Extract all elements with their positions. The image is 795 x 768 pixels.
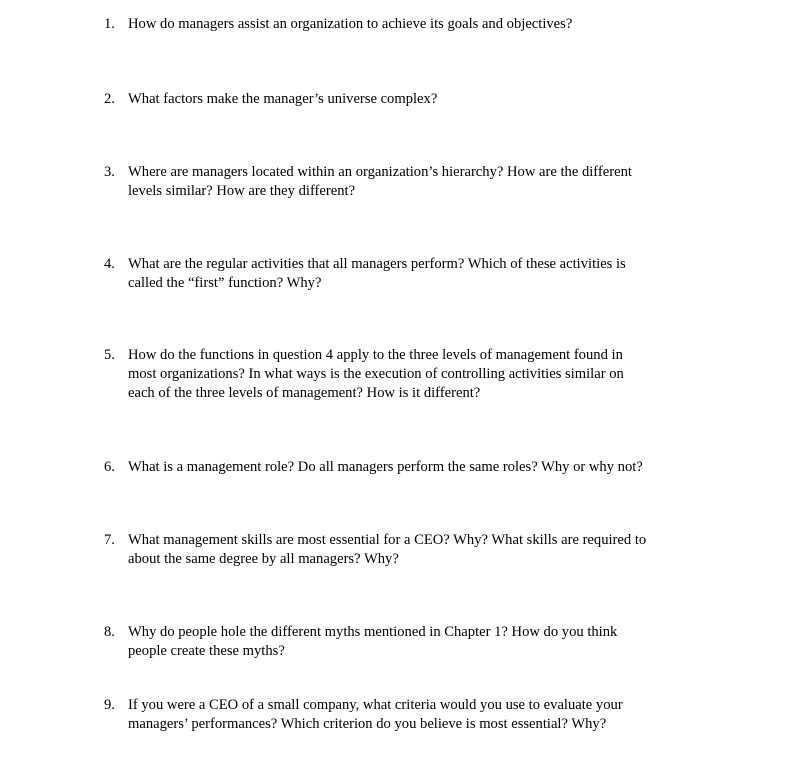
- question-line: each of the three levels of management? How is it different?: [128, 385, 481, 401]
- question-line: most organizations? In what ways is the execution of controlling activities similar on: [128, 366, 624, 382]
- question-text: [128, 458, 718, 477]
- question-text: [128, 163, 718, 201]
- question-line: Why do people hole the different myths mentioned in Chapter 1? How do you think: [128, 624, 618, 640]
- question-text: [128, 346, 718, 403]
- question-text: [128, 15, 718, 34]
- question-line: What management skills are most essential for a CEO? Why? What skills are required to: [128, 532, 647, 548]
- question-text: [128, 696, 718, 734]
- question-text: [128, 623, 718, 661]
- question-text: [128, 255, 718, 293]
- question-text: [128, 90, 718, 109]
- question-number: 7.: [104, 532, 115, 548]
- question-line: Where are managers located within an organization’s hierarchy? How are the different: [128, 164, 632, 180]
- question-line: managers’ performances? Which criterion do you believe is most essential? Why?: [128, 716, 607, 732]
- question-number: 3.: [104, 164, 115, 180]
- question-number: 1.: [104, 16, 115, 32]
- question-number: 6.: [104, 459, 115, 475]
- question-line: What are the regular activities that all managers perform? Which of these activities is: [128, 256, 626, 272]
- question-line: How do the functions in question 4 apply to the three levels of management found in: [128, 347, 623, 363]
- question-number: 2.: [104, 91, 115, 107]
- question-number: 5.: [104, 347, 115, 363]
- question-line: called the “first” function? Why?: [128, 275, 322, 291]
- question-line: about the same degree by all managers? Why?: [128, 551, 399, 567]
- question-number: 4.: [104, 256, 115, 272]
- question-line: What factors make the manager’s universe complex?: [128, 91, 438, 107]
- question-number: 9.: [104, 697, 115, 713]
- question-line: If you were a CEO of a small company, what criteria would you use to evaluate your: [128, 697, 623, 713]
- question-line: levels similar? How are they different?: [128, 183, 356, 199]
- question-line: What is a management role? Do all managers perform the same roles? Why or why not?: [128, 459, 643, 475]
- question-line: How do managers assist an organization to achieve its goals and objectives?: [128, 16, 573, 32]
- question-number: 8.: [104, 624, 115, 640]
- question-line: people create these myths?: [128, 643, 285, 659]
- question-text: [128, 531, 718, 569]
